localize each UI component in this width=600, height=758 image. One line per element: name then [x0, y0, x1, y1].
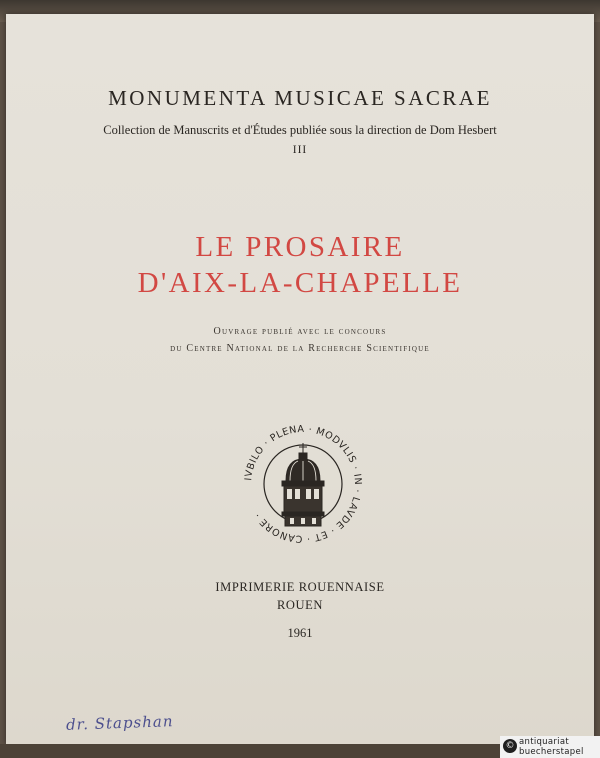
- subtitle-line2: du Centre National de la Recherche Scientifique: [170, 343, 430, 354]
- volume-number: III: [292, 144, 308, 156]
- main-title-line1: LE PROSAIRE: [195, 231, 405, 263]
- publisher-city: ROUEN: [276, 598, 324, 612]
- watermark-line2: buecherstapel: [519, 747, 584, 757]
- chapel-dome-icon: [282, 443, 324, 526]
- collection-line: Collection de Manuscrits et d'Études publiée sous la direction de Dom Hesbert: [103, 123, 497, 137]
- publisher-name: IMPRIMERIE ROUENNAISE: [215, 580, 385, 594]
- handwritten-signature: dr. Stapshan: [65, 712, 174, 734]
- book-cover: [6, 14, 594, 744]
- watermark-stamp: [500, 736, 600, 758]
- subtitle-line1: Ouvrage publié avec le concours: [213, 326, 387, 337]
- series-title: MONUMENTA MUSICAE SACRAE: [108, 86, 492, 110]
- seal-emblem: [238, 419, 368, 549]
- seal-legend: IVBILO · PLENA · MODVLIS · IN · LAVDE · ET · CANORE ·: [243, 423, 364, 545]
- main-title-line2: D'AIX-LA-CHAPELLE: [137, 267, 463, 299]
- watermark-line1: antiquariat: [519, 737, 569, 747]
- copyright-icon: ©: [503, 739, 517, 753]
- publication-year: 1961: [287, 626, 313, 640]
